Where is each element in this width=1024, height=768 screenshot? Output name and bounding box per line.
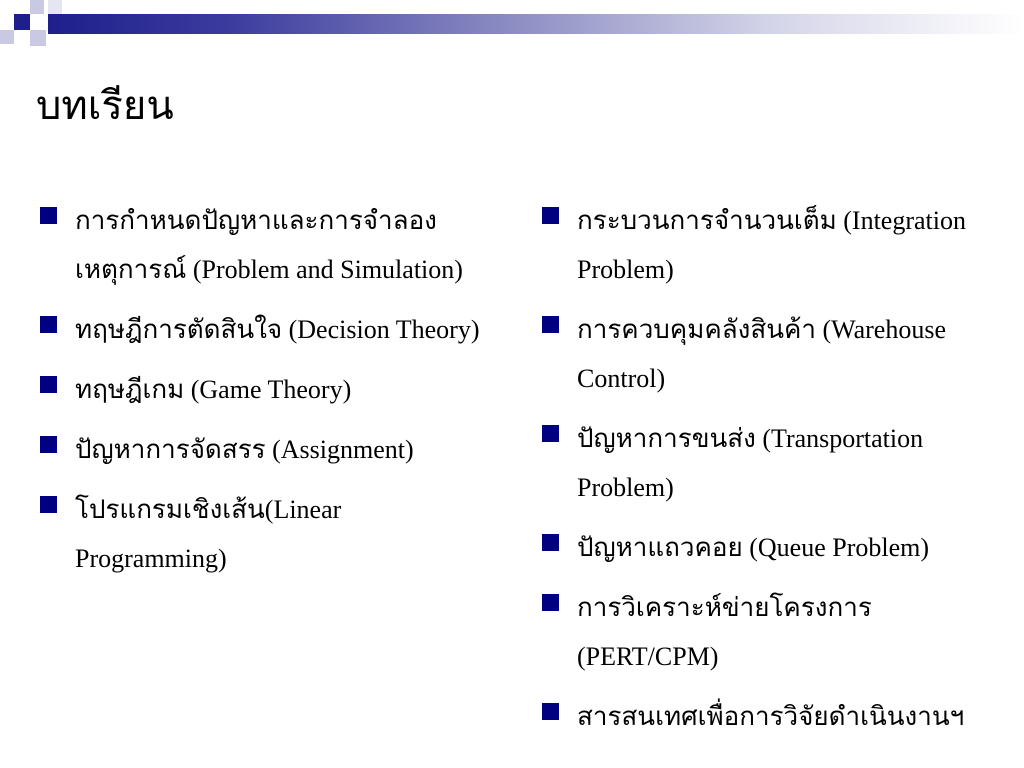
list-item bbox=[542, 692, 1012, 741]
square-bullet-icon bbox=[542, 594, 559, 611]
decor-square bbox=[30, 0, 44, 14]
list-item-label: สารสนเทศเพื่อการวิจัยดำเนินงานฯ bbox=[577, 702, 965, 731]
list-item-label: การควบคุมคลังสินค้า (Warehouse Control) bbox=[577, 315, 947, 393]
list-item-label: ทฤษฎีการตัดสินใจ (Decision Theory) bbox=[75, 315, 480, 344]
list-item bbox=[40, 305, 480, 354]
list-item bbox=[542, 305, 1012, 403]
square-bullet-icon bbox=[40, 496, 57, 513]
square-bullet-icon bbox=[542, 316, 559, 333]
square-bullet-icon bbox=[40, 316, 57, 333]
list-item-label: โปรแกรมเชิงเส้น(Linear Programming) bbox=[75, 495, 342, 573]
list-item-label: ปัญหาการขนส่ง (Transportation Problem) bbox=[577, 424, 924, 502]
left-bullet-list bbox=[40, 196, 480, 594]
list-item-label: การกำหนดปัญหาและการจำลองเหตุการณ์ (Problem and Simulation) bbox=[75, 206, 463, 284]
list-item bbox=[40, 425, 480, 474]
square-bullet-icon bbox=[542, 534, 559, 551]
square-bullet-icon bbox=[542, 207, 559, 224]
decor-square bbox=[30, 30, 46, 46]
list-item bbox=[40, 365, 480, 414]
list-item-label: ปัญหาการจัดสรร (Assignment) bbox=[75, 435, 414, 464]
square-bullet-icon bbox=[40, 436, 57, 453]
top-banner bbox=[48, 14, 1024, 34]
list-item-label: การวิเคราะห์ข่ายโครงการ (PERT/CPM) bbox=[577, 593, 872, 671]
list-item-label: กระบวนการจำนวนเต็ม (Integration Problem) bbox=[577, 206, 966, 284]
square-bullet-icon bbox=[40, 376, 57, 393]
list-item bbox=[542, 583, 1012, 681]
list-item bbox=[542, 196, 1012, 294]
square-bullet-icon bbox=[542, 703, 559, 720]
list-item-label: ปัญหาแถวคอย (Queue Problem) bbox=[577, 533, 930, 562]
decor-square bbox=[0, 30, 14, 44]
decor-square bbox=[14, 14, 30, 30]
slide-title: บทเรียน bbox=[36, 83, 174, 128]
list-item bbox=[40, 196, 480, 294]
decor-square bbox=[48, 0, 62, 14]
square-bullet-icon bbox=[40, 207, 57, 224]
right-bullet-list bbox=[542, 196, 1012, 752]
list-item-label: ทฤษฎีเกม (Game Theory) bbox=[75, 375, 352, 404]
list-item bbox=[542, 414, 1012, 512]
square-bullet-icon bbox=[542, 425, 559, 442]
list-item bbox=[542, 523, 1012, 572]
list-item bbox=[40, 485, 480, 583]
